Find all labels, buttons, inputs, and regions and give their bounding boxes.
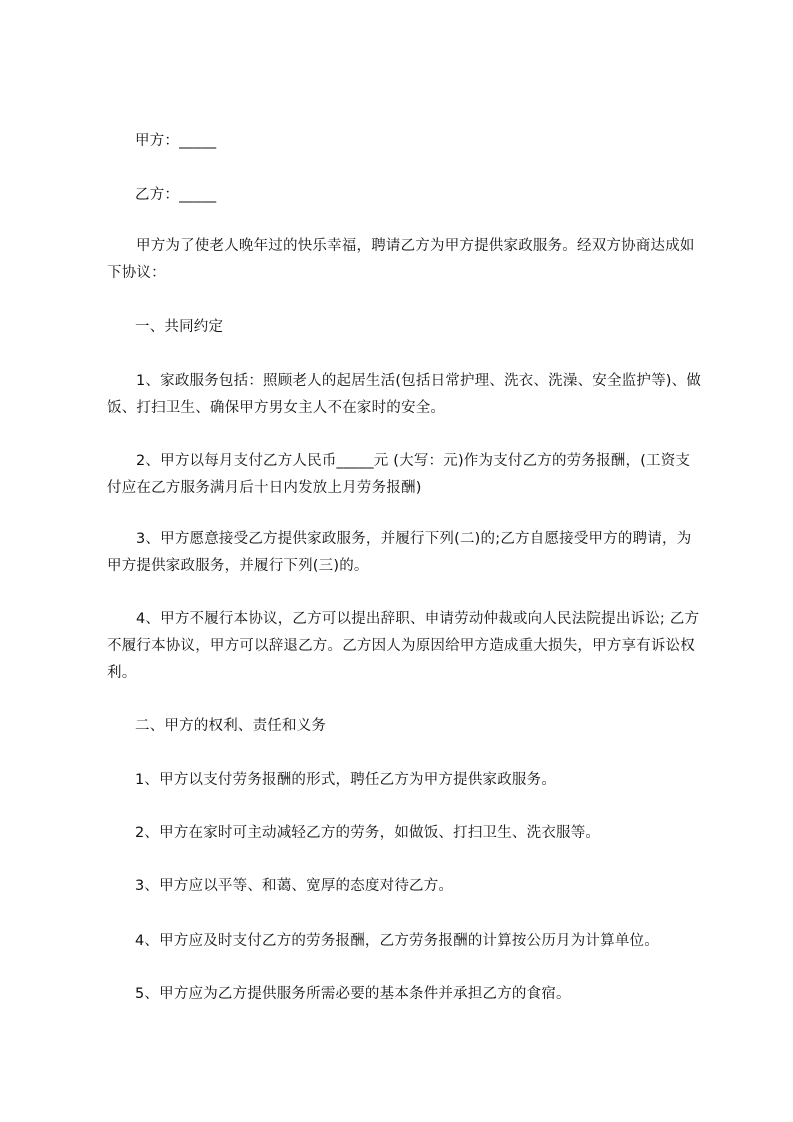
section1-heading: 一、共同约定 <box>135 319 224 335</box>
section2-item-1: 1、甲方以支付劳务报酬的形式，聘任乙方为甲方提供家政服务。 <box>135 772 557 788</box>
section2-heading: 二、甲方的权利、责任和义务 <box>135 718 327 734</box>
party-b-line: 乙方：_____ <box>135 187 217 203</box>
section2-item-2: 2、甲方在家时可主动减轻乙方的劳务，如做饭、打扫卫生、洗衣服等。 <box>135 825 601 841</box>
party-a-line: 甲方：_____ <box>135 133 217 149</box>
section1-item-1: 1、家政服务包括：照顾老人的起居生活(包括日常护理、洗衣、洗澡、安全监护等)、做饭、打扫卫生、确保甲方男女主人不在家时的安全。 <box>107 373 702 416</box>
section2-item-5: 5、甲方应为乙方提供服务所需必要的基本条件并承担乙方的食宿。 <box>135 986 571 1002</box>
section1-item-2: 2、甲方以每月支付乙方人民币_____元 (大写：元)作为支付乙方的劳务报酬，(工资支付应在乙方服务满月后十日内发放上月劳务报酬) <box>107 453 691 496</box>
section1-item-4: 4、甲方不履行本协议，乙方可以提出辞职、申请劳动仲裁或向人民法院提出诉讼; 乙方不履行本协议，甲方可以辞退乙方。乙方因人为原因给甲方造成重大损失，甲方享有诉讼权利。 <box>107 611 700 681</box>
section1-item-3: 3、甲方愿意接受乙方提供家政服务，并履行下列(二)的;乙方自愿接受甲方的聘请，为甲方提供家政服务，并履行下列(三)的。 <box>107 531 692 574</box>
section2-item-3: 3、甲方应以平等、和蔼、宽厚的态度对待乙方。 <box>135 878 454 894</box>
intro-paragraph: 甲方为了使老人晚年过的快乐幸福，聘请乙方为甲方提供家政服务。经双方协商达成如下协议： <box>107 238 695 281</box>
section2-item-4: 4、甲方应及时支付乙方的劳务报酬，乙方劳务报酬的计算按公历月为计算单位。 <box>135 933 659 949</box>
